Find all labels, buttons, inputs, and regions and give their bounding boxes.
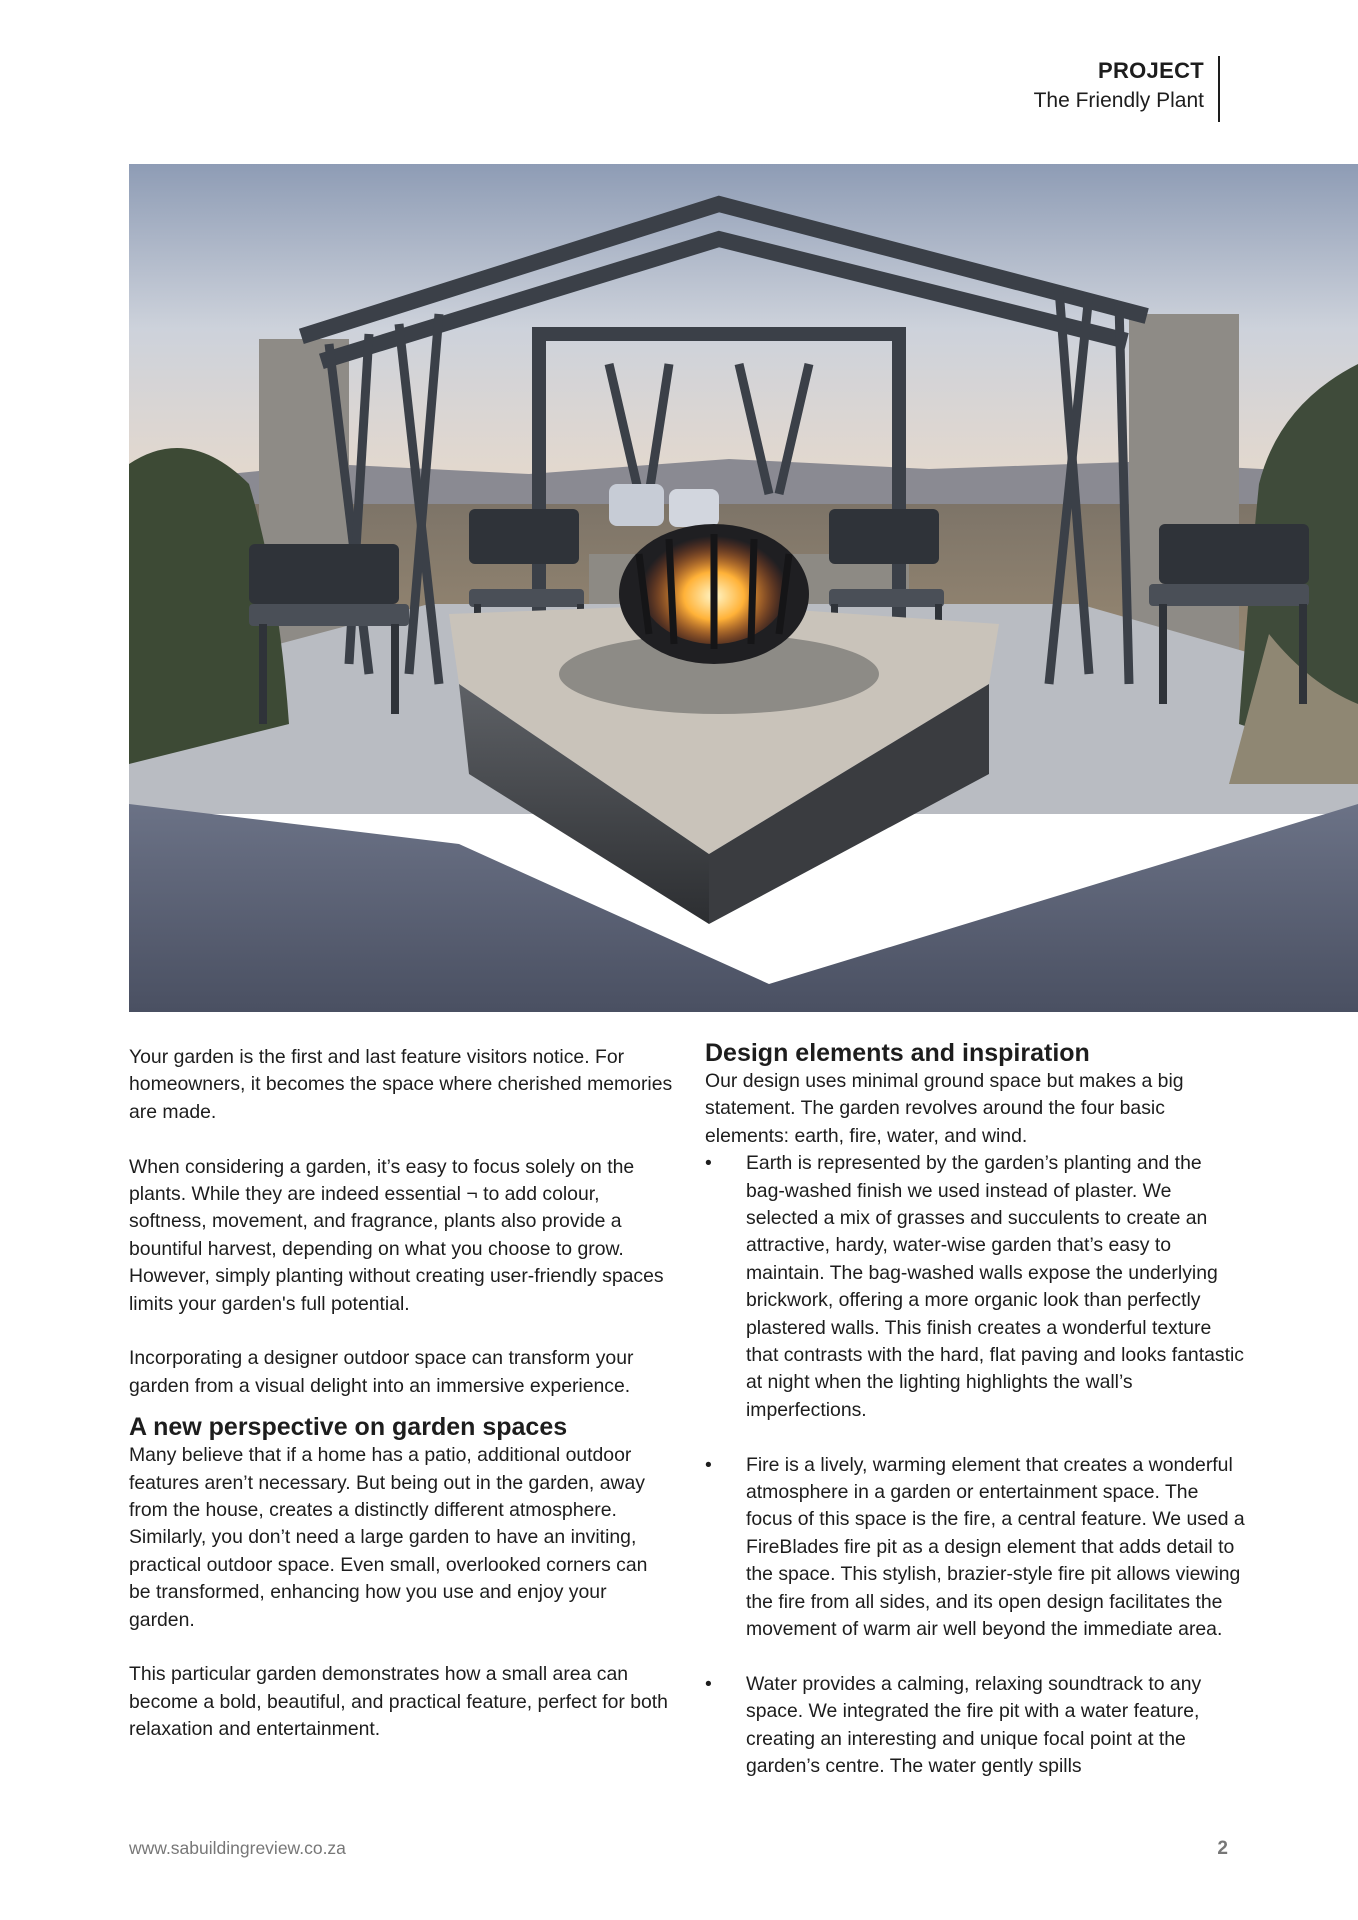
- footer-url: www.sabuildingreview.co.za: [129, 1838, 346, 1858]
- list-item: [705, 1150, 1245, 1424]
- garden-photo: [129, 164, 1358, 1012]
- paragraph: Many believe that if a home has a patio, additional outdoor features aren’t necessary. But being out in the garden, away from the house, creates a distinctly different atmosphere. Similarly, you don’t need a large garden to have an inviting, practical outdoor space. Even small, overlooked corners can be transformed, enhancing how you use and enjoy your garden.: [129, 1444, 648, 1631]
- section-label: PROJECT: [1097, 58, 1204, 83]
- right-column: [705, 1039, 1245, 1808]
- page-header: [1034, 56, 1220, 122]
- bullet-icon: •: [705, 1453, 712, 1476]
- list-item: [705, 1452, 1245, 1644]
- list-item-text: Earth is represented by the garden’s planting and the bag-washed finish we used instead of plaster. We selected a mix of grasses and succulents to create an attractive, hardy, water-wise garden that’s easy to maintain. The bag-washed walls expose the underlying brickwork, offering a more organic look than perfectly plastered walls. This finish creates a wonderful texture that contrasts with the hard, flat paving and looks fantastic at night when the lighting highlights the wall’s imperfections.: [746, 1152, 1244, 1421]
- bullet-list: [705, 1150, 1245, 1780]
- paragraph: Your garden is the first and last feature visitors notice. For homeowners, it becomes the space where cherished memories are made.: [129, 1046, 673, 1123]
- article-title: The Friendly Plant: [1033, 89, 1204, 112]
- paragraph: Incorporating a designer outdoor space can transform your garden from a visual delight into an immersive experience.: [129, 1347, 634, 1397]
- page-number: 2: [1217, 1838, 1228, 1859]
- paragraph: This particular garden demonstrates how a small area can become a bold, beautiful, and practical feature, perfect for both relaxation and entertainment.: [129, 1663, 668, 1741]
- section-heading: Design elements and inspiration: [705, 1039, 1090, 1067]
- section-heading: A new perspective on garden spaces: [129, 1413, 568, 1442]
- bullet-icon: •: [705, 1152, 712, 1175]
- list-item-text: Fire is a lively, warming element that creates a wonderful atmosphere in a garden or entertainment space. The focus of this space is the fire, a central feature. We used a FireBlades fire pit as a design element that adds detail to the space. This stylish, brazier-style fire pit allows viewing the fire from all sides, and its open design facilitates the movement of warm air well beyond the immediate area.: [746, 1453, 1245, 1641]
- list-item-text: Water provides a calming, relaxing soundtrack to any space. We integrated the fire pit with a water feature, creating an interesting and unique focal point at the garden’s centre. The water gently spills: [746, 1672, 1202, 1778]
- left-column: [129, 1044, 674, 1771]
- list-item: [705, 1671, 1245, 1781]
- paragraph: Our design uses minimal ground space but makes a big statement. The garden revolves around the four basic elements: earth, fire, water, and wind.: [705, 1070, 1184, 1147]
- bullet-icon: •: [705, 1672, 712, 1695]
- paragraph: When considering a garden, it’s easy to focus solely on the plants. While they are indeed essential ¬ to add colour, softness, movement, and fragrance, plants also provide a bountiful harvest, depending on what you choose to grow. However, simply planting without creating user-friendly spaces limits your garden's full potential.: [129, 1155, 664, 1315]
